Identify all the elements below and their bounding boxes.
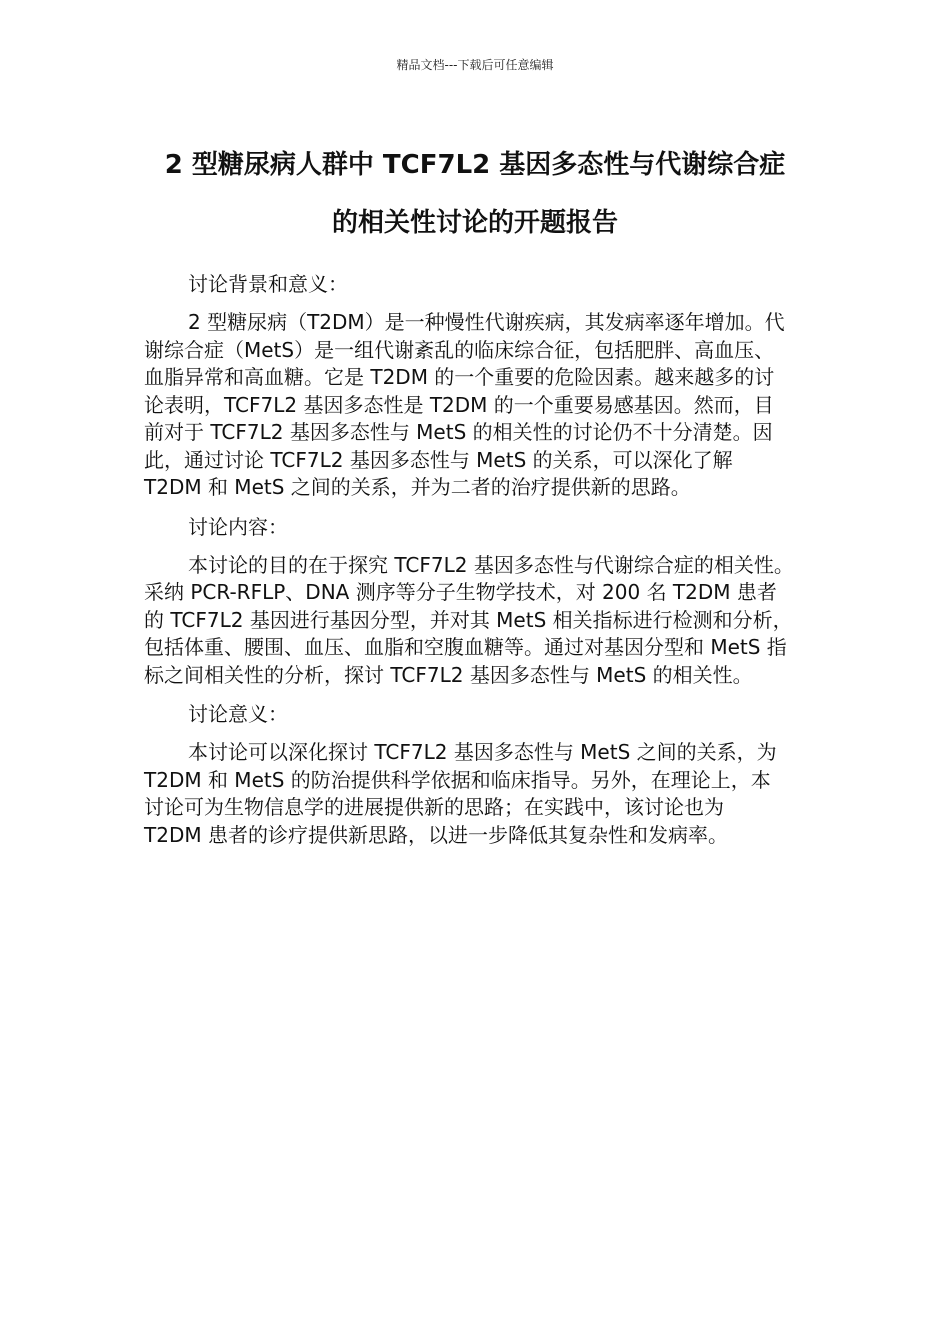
paragraph-line: 血脂异常和高血糖。它是 T2DM 的一个重要的危险因素。越来越多的讨 [144,365,775,389]
document-body [144,270,808,860]
paragraph-line: 前对于 TCF7L2 基因多态性与 MetS 的相关性的讨论仍不十分清楚。因 [144,420,773,444]
paragraph-line: 此，通过讨论 TCF7L2 基因多态性与 MetS 的关系，可以深化了解 [144,447,733,472]
paragraph-line: 讨论可为生物信息学的进展提供新的思路；在实践中，该讨论也为 [144,795,724,819]
section-heading-background: 讨论背景和意义： [188,272,348,296]
paragraph-line: 谢综合症（MetS）是一组代谢紊乱的临床综合征，包括肥胖、高血压、 [144,337,775,362]
paragraph-line: T2DM 患者的诊疗提供新思路，以进一步降低其复杂性和发病率。 [144,822,728,847]
section-heading-significance: 讨论意义： [188,702,288,726]
header-note: 精品文档---下载后可任意编辑 [396,58,554,72]
paragraph-line: 包括体重、腰围、血压、血脂和空腹血糖等。通过对基因分型和 MetS 指 [144,635,787,659]
title-line: 的相关性讨论的开题报告 [331,208,618,238]
document-title [140,136,810,252]
paragraph-line: 本讨论可以深化探讨 TCF7L2 基因多态性与 MetS 之间的关系，为 [188,740,777,764]
paragraph-line: 采纳 PCR-RFLP、DNA 测序等分子生物学技术，对 200 名 T2DM 患者 [144,580,777,604]
paragraph-line: 论表明，TCF7L2 基因多态性是 T2DM 的一个重要易感基因。然而，目 [144,392,774,417]
paragraph-line: 的 TCF7L2 基因进行基因分型，并对其 MetS 相关指标进行检测和分析， [144,607,793,632]
paragraph-line: 2 型糖尿病（T2DM）是一种慢性代谢疾病，其发病率逐年增加。代 [188,310,785,334]
title-line: 2 型糖尿病人群中 TCF7L2 基因多态性与代谢综合症 [164,150,786,180]
section-paragraph-content [144,552,808,690]
section-heading-content: 讨论内容： [188,514,288,539]
paragraph-line: T2DM 和 MetS 之间的关系，并为二者的治疗提供新的思路。 [144,475,691,499]
section-paragraph-background [144,309,808,502]
section-paragraph-significance [144,739,808,849]
paragraph-line: 本讨论的目的在于探究 TCF7L2 基因多态性与代谢综合症的相关性。 [188,552,794,577]
paragraph-line: 标之间相关性的分析，探讨 TCF7L2 基因多态性与 MetS 的相关性。 [144,662,753,687]
paragraph-line: T2DM 和 MetS 的防治提供科学依据和临床指导。另外，在理论上，本 [144,767,771,792]
